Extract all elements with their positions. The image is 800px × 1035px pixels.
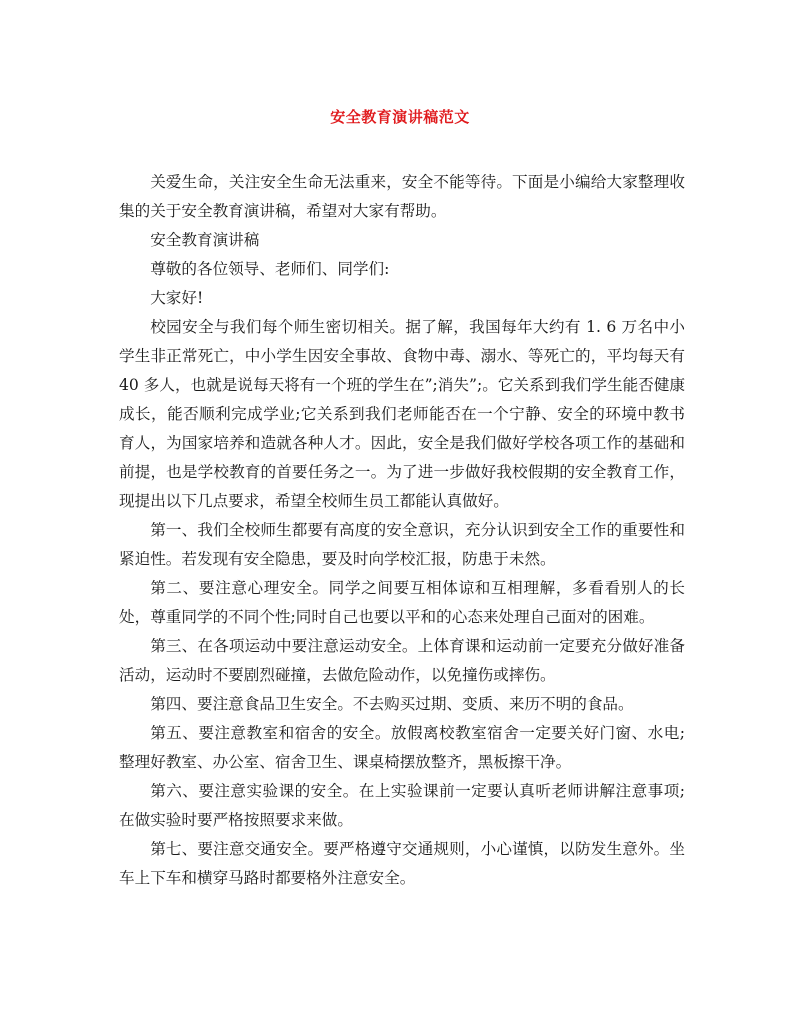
paragraph-point-2: 第二、要注意心理安全。同学之间要互相体谅和互相理解，多看看别人的长处，尊重同学的不同个性;同时自己也要以平和的心态来处理自己面对的困难。 (119, 579, 685, 626)
document-body (119, 168, 685, 893)
paragraph-intro: 关爱生命，关注安全生命无法重来，安全不能等待。下面是小编给大家整理收集的关于安全教育演讲稿，希望对大家有帮助。 (119, 173, 685, 220)
paragraph-point-7: 第七、要注意交通安全。要严格遵守交通规则，小心谨慎，以防发生意外。坐车上下车和横穿马路时都要格外注意安全。 (119, 840, 685, 887)
paragraph-salutation: 尊敬的各位领导、老师们、同学们: (150, 260, 390, 278)
paragraph-subtitle: 安全教育演讲稿 (150, 231, 260, 249)
document-title: 安全教育演讲稿范文 (330, 108, 470, 126)
paragraph-point-3: 第三、在各项运动中要注意运动安全。上体育课和运动前一定要充分做好准备活动，运动时不要剧烈碰撞，去做危险动作，以免撞伤或摔伤。 (119, 637, 685, 684)
paragraph-greeting: 大家好! (150, 289, 204, 307)
paragraph-point-1: 第一、我们全校师生都要有高度的安全意识，充分认识到安全工作的重要性和紧迫性。若发现有安全隐患，要及时向学校汇报，防患于未然。 (119, 521, 685, 568)
paragraph-point-4: 第四、要注意食品卫生安全。不去购买过期、变质、来历不明的食品。 (150, 695, 634, 713)
paragraph-point-5: 第五、要注意教室和宿舍的安全。放假离校教室宿舍一定要关好门窗、水电;整理好教室、办公室、宿舍卫生、课桌椅摆放整齐，黑板擦干净。 (119, 724, 685, 771)
paragraph-point-6: 第六、要注意实验课的安全。在上实验课前一定要认真听老师讲解注意事项;在做实验时要严格按照要求来做。 (119, 782, 685, 829)
paragraph-campus-safety: 校园安全与我们每个师生密切相关。据了解，我国每年大约有 1. 6 万名中小学生非正常死亡，中小学生因安全事故、食物中毒、溺水、等死亡的，平均每天有 40 多人，也就是说每天将有一个班的学生在”;消失”;。它关系到我们学生能否健康成长，能否顺利完成学业;它关系到我们老师能否在一个宁静、安全的环境中教书育人，为国家培养和造就各种人才。因此，安全是我们做好学校各项工作的基础和前提，也是学校教育的首要任务之一。为了进一步做好我校假期的安全教育工作，现提出以下几点要求，希望全校师生员工都能认真做好。 (119, 318, 685, 510)
